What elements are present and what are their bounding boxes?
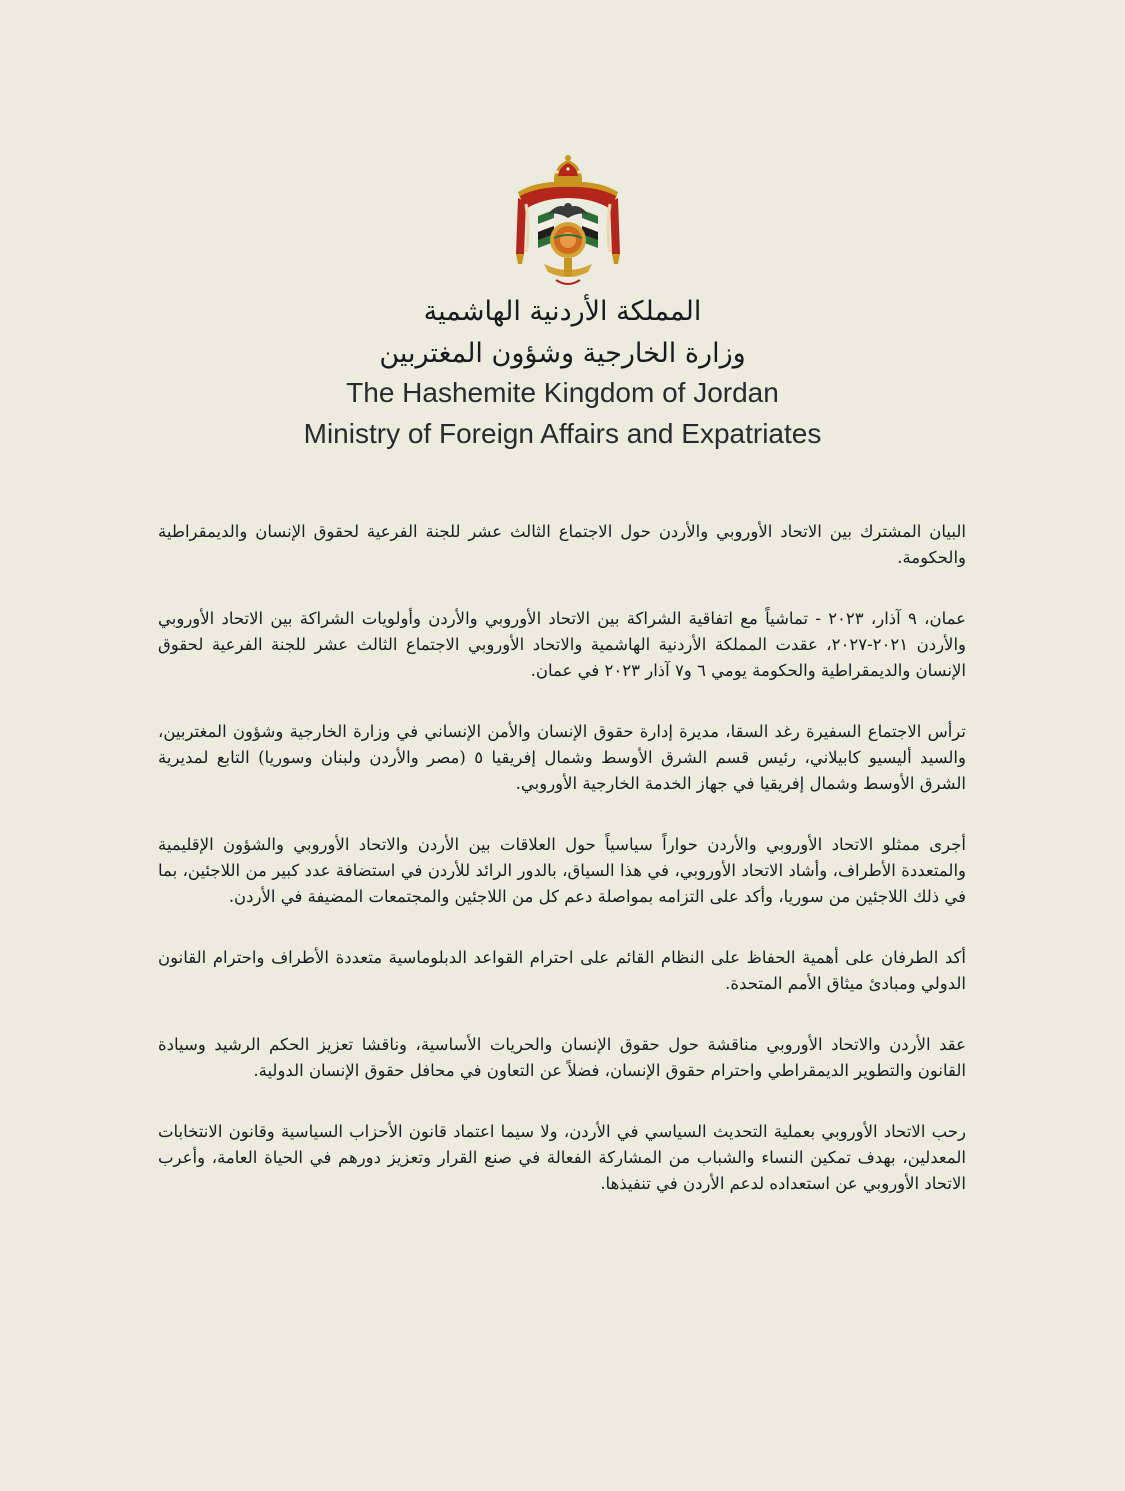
statement-paragraph-1: عمان، ٩ آذار، ٢٠٢٣ - تماشياً مع اتفاقية الشراكة بين الاتحاد الأوروبي والأردن وأولويات الشراكة بين الاتحاد الأوروبي والأردن ٢٠٢١-٢٠٢٧، عقدت المملكة الأردنية الهاشمية والاتحاد الأوروبي الاجتماع الثالث عشر للجنة الفرعية لحقوق الإنسان والديمقراطية والحكومة يومي ٦ و٧ آذار ٢٠٢٣ في عمان.: [158, 609, 966, 680]
ribbon-icon: [544, 258, 592, 284]
ministry-name-english: Ministry of Foreign Affairs and Expatriates: [303, 418, 822, 449]
jordan-coat-of-arms-icon: [508, 152, 628, 292]
shield-icon: [550, 222, 586, 258]
kingdom-name-english: The Hashemite Kingdom of Jordan: [346, 377, 779, 408]
statement-paragraph-4: أكد الطرفان على أهمية الحفاظ على النظام القائم على احترام القواعد الدبلوماسية متعددة الأطراف واحترام القانون الدولي ومبادئ ميثاق الأمم المتحدة.: [158, 948, 966, 993]
coat-of-arms: [508, 152, 628, 292]
statement-paragraph-6: رحب الاتحاد الأوروبي بعملية التحديث السياسي في الأردن، ولا سيما اعتماد قانون الأحزاب السياسية وقانون الانتخابات المعدلين، بهدف تمكين النساء والشباب من المشاركة الفعالة في صنع القرار وتعزيز دورهم في الحياة العامة، وأعرب الاتحاد الأوروبي عن استعداده لدعم الأردن في تنفيذها.: [158, 1122, 966, 1193]
statement-paragraph-3: أجرى ممثلو الاتحاد الأوروبي والأردن حواراً سياسياً حول العلاقات بين الأردن والاتحاد الأوروبي والشؤون الإقليمية والمتعددة الأطراف، وأشاد الاتحاد الأوروبي، في هذا السياق، بالدور الرائد للأردن في استضافة عدد كبير من اللاجئين، بما في ذلك اللاجئين من سوريا، وأكد على التزامه بمواصلة دعم كل من اللاجئين والمجتمعات المضيفة في الأردن.: [158, 835, 966, 906]
statement-paragraph-5: عقد الأردن والاتحاد الأوروبي مناقشة حول حقوق الإنسان والحريات الأساسية، وناقشا تعزيز الحكم الرشيد وسيادة القانون والتطوير الديمقراطي واحترام حقوق الإنسان، فضلاً عن التعاون في محافل حقوق الإنسان الدولية.: [158, 1035, 966, 1080]
crown-icon: [554, 155, 582, 184]
statement-paragraph-2: ترأس الاجتماع السفيرة رغد السقا، مديرة إدارة حقوق الإنسان والأمن الإنساني في وزارة الخارجية وشؤون المغتربين، والسيد أليسيو كابيلاني، رئيس قسم الشرق الأوسط وشمال إفريقيا ٥ (مصر والأردن ولبنان وسوريا) التابع لمديرية الشرق الأوسط وشمال إفريقيا في جهاز الخدمة الخارجية الأوروبي.: [158, 722, 966, 793]
ministry-name-arabic: وزارة الخارجية وشؤون المغتربين: [379, 338, 746, 369]
kingdom-name-arabic: المملكة الأردنية الهاشمية: [423, 296, 702, 327]
statement-title: البيان المشترك بين الاتحاد الأوروبي والأردن حول الاجتماع الثالث عشر للجنة الفرعية لحقوق الإنسان والديمقراطية والحكومة.: [158, 522, 966, 567]
statement-body: [158, 519, 966, 1232]
